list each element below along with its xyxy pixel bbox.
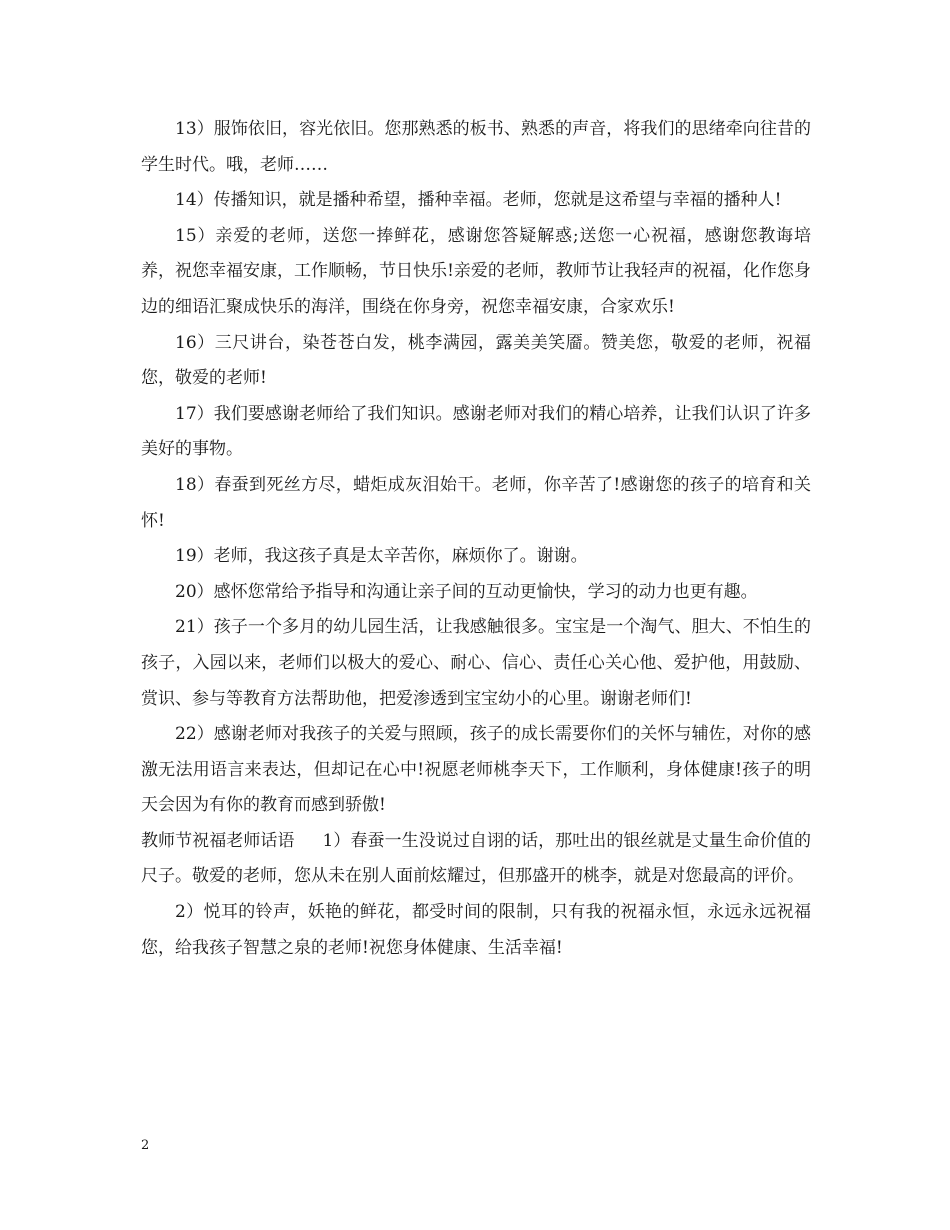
- section-heading: 教师节祝福老师话语: [141, 830, 295, 851]
- blessing-paragraph-20: 20）感怀您常给予指导和沟通让亲子间的互动更愉快，学习的动力也更有趣。: [175, 581, 758, 602]
- blessing-paragraph-22: 22）感谢老师对我孩子的关爱与照顾，孩子的成长需要你们的关怀与辅佐，对你的感激无法用语言来表达，但却记在心中!祝愿老师桃李天下，工作顺利，身体健康!孩子的明天会因为有你的教育而感到骄傲!: [141, 724, 811, 816]
- page-body: [141, 112, 811, 966]
- blessing-paragraph-21: 21）孩子一个多月的幼儿园生活，让我感触很多。宝宝是一个淘气、胆大、不怕生的孩子，入园以来，老师们以极大的爱心、耐心、信心、责任心关心他、爱护他，用鼓励、赏识、参与等教育方法帮助他，把爱渗透到宝宝幼小的心里。谢谢老师们!: [141, 617, 811, 709]
- section-item-2: 2）悦耳的铃声，妖艳的鲜花，都受时间的限制，只有我的祝福永恒，永远永远祝福您，给我孩子智慧之泉的老师!祝您身体健康、生活幸福!: [141, 902, 811, 958]
- page-number: 2: [141, 1138, 150, 1153]
- blessing-paragraph-15: 15）亲爱的老师，送您一捧鲜花，感谢您答疑解惑;送您一心祝福，感谢您教诲培养，祝您幸福安康，工作顺畅，节日快乐!亲爱的老师，教师节让我轻声的祝福，化作您身边的细语汇聚成快乐的海洋，围绕在你身旁，祝您幸福安康，合家欢乐!: [141, 225, 811, 317]
- blessing-paragraph-13: 13）服饰依旧，容光依旧。您那熟悉的板书、熟悉的声音，将我们的思绪牵向往昔的学生时代。哦，老师……: [141, 119, 811, 175]
- blessing-paragraph-17: 17）我们要感谢老师给了我们知识。感谢老师对我们的精心培养，让我们认识了许多美好的事物。: [141, 403, 811, 460]
- blessing-paragraph-14: 14）传播知识，就是播种希望，播种幸福。老师，您就是这希望与幸福的播种人!: [175, 190, 782, 211]
- blessing-paragraph-19: 19）老师，我这孩子真是太辛苦你，麻烦你了。谢谢。: [175, 546, 588, 567]
- section-item-1: 1）春蚕一生没说过自诩的话，那吐出的银丝就是丈量生命价值的尺子。敬爱的老师，您从未在别人面前炫耀过，但那盛开的桃李，就是对您最高的评价。: [141, 830, 811, 887]
- blessing-paragraph-18: 18）春蚕到死丝方尽，蜡炬成灰泪始干。老师，你辛苦了!感谢您的孩子的培育和关怀!: [141, 474, 811, 531]
- blessing-paragraph-16: 16）三尺讲台，染苍苍白发，桃李满园，露美美笑靥。赞美您，敬爱的老师，祝福您，敬爱的老师!: [141, 332, 811, 389]
- section-intro-paragraph: [141, 824, 811, 895]
